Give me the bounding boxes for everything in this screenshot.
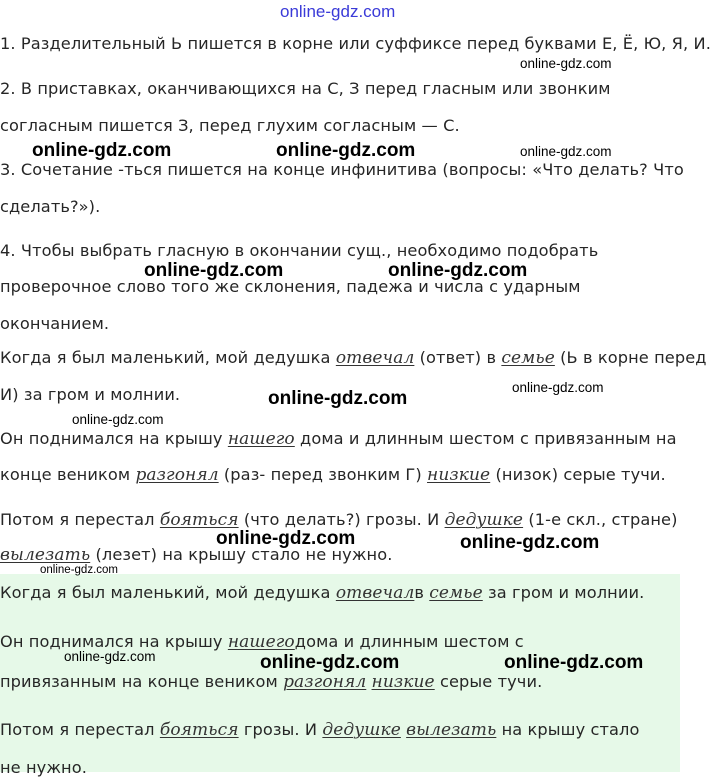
watermark: online-gdz.com: [32, 140, 172, 161]
analysis-sentence-3-line-1: Потом я перестал бояться (что делать?) грозы. И дедушке (1-е скл., стране): [0, 510, 678, 530]
final-sentence-3-line-2: не нужно.: [0, 758, 87, 777]
rule-4-line-1: 4. Чтобы выбрать гласную в окончании сущ., необходимо подобрать: [0, 241, 599, 260]
watermark: online-gdz.com: [268, 388, 408, 409]
watermark: online-gdz.com: [460, 532, 600, 553]
analysis-sentence-2-line-1: Он поднимался на крышу нашего дома и длинным шестом с привязанным на: [0, 429, 677, 449]
rule-4-line-2: проверочное слово того же склонения, падежа и числа с ударным: [0, 277, 581, 296]
final-sentence-2-line-1: Он поднимался на крышу нашегодома и длинным шестом с: [0, 632, 524, 652]
watermark: online-gdz.com: [276, 140, 416, 161]
word-razgonyal: разгонял: [135, 465, 219, 485]
watermark: online-gdz.com: [64, 649, 156, 664]
final-sentence-1: Когда я был маленький, мой дедушка отвечалв семье за гром и молнии.: [0, 583, 645, 603]
analysis-sentence-3-line-2: вылезать (лезет) на крышу стало не нужно.: [0, 545, 393, 565]
rule-2-line-1: 2. В приставках, оканчивающихся на С, З перед гласным или звонким: [0, 79, 611, 98]
watermark: online-gdz.com: [40, 564, 118, 576]
watermark: online-gdz.com: [144, 260, 284, 281]
final-word-boyatsya: бояться: [159, 720, 239, 740]
watermark: online-gdz.com: [504, 652, 644, 673]
final-word-vylezat: вылезать: [406, 720, 497, 740]
final-word-razgonyal: разгонял: [283, 672, 367, 692]
final-word-seme: семье: [429, 583, 483, 603]
word-dedushke: дедушке: [444, 510, 524, 530]
word-otvechal: отвечал: [335, 348, 415, 368]
word-seme: семье: [501, 348, 555, 368]
rule-1: 1. Разделительный Ь пишется в корне или суффиксе перед буквами Е, Ё, Ю, Я, И.: [0, 34, 711, 53]
word-nizkie: низкие: [427, 465, 491, 485]
rule-4-line-3: окончанием.: [0, 314, 110, 333]
rule-2-line-2: согласным пишется З, перед глухим согласным — С.: [0, 116, 460, 135]
final-word-nashego: нашего: [227, 632, 295, 652]
analysis-sentence-1-line-2: И) за гром и молнии.: [0, 385, 181, 404]
watermark: online-gdz.com: [388, 260, 528, 281]
word-nashego: нашего: [227, 429, 295, 449]
word-boyatsya: бояться: [159, 510, 239, 530]
watermark: online-gdz.com: [520, 144, 612, 159]
word-vylezat: вылезать: [0, 545, 91, 565]
final-sentence-2-line-2: привязанным на конце веником разгонял низкие серые тучи.: [0, 672, 543, 692]
final-sentence-3-line-1: Потом я перестал бояться грозы. И дедушке вылезать на крышу стало: [0, 720, 640, 740]
watermark: online-gdz.com: [520, 56, 612, 71]
final-word-dedushke: дедушке: [322, 720, 401, 740]
watermark: online-gdz.com: [216, 528, 356, 549]
top-watermark: online-gdz.com: [280, 2, 396, 21]
final-word-nizkie: низкие: [371, 672, 435, 692]
rule-3-line-2: сделать?»).: [0, 197, 101, 216]
watermark: online-gdz.com: [72, 412, 164, 427]
analysis-sentence-2-line-2: конце веником разгонял (раз- перед звонким Г) низкие (низок) серые тучи.: [0, 465, 666, 485]
final-word-otvechal: отвечал: [335, 583, 415, 603]
rule-3-line-1: 3. Сочетание -ться пишется на конце инфинитива (вопросы: «Что делать? Что: [0, 160, 684, 179]
watermark: online-gdz.com: [260, 652, 400, 673]
analysis-sentence-1-line-1: Когда я был маленький, мой дедушка отвечал (ответ) в семье (Ь в корне перед: [0, 348, 707, 368]
watermark: online-gdz.com: [512, 380, 604, 395]
